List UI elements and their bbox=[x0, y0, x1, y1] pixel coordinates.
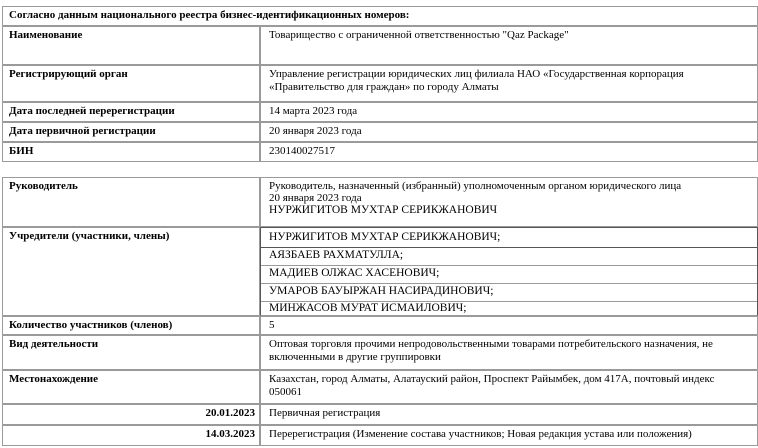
location-value-cell bbox=[260, 370, 758, 404]
last-rereg-value-cell bbox=[260, 102, 758, 122]
founders-label-cell bbox=[2, 227, 260, 316]
authority-label: Регистрирующий орган bbox=[9, 68, 128, 80]
first-reg-value: 20 января 2023 года bbox=[269, 125, 362, 137]
activity-label-cell bbox=[2, 335, 260, 370]
history-date: 14.03.2023 bbox=[205, 428, 255, 440]
activity-value-cell bbox=[260, 335, 758, 370]
location-label: Местонахождение bbox=[9, 373, 99, 385]
head-value-line1: Руководитель, назначенный (избранный) уполномоченным органом юридического лица bbox=[269, 180, 682, 192]
head-value-date: 20 января 2023 года bbox=[269, 192, 362, 204]
history-date: 20.01.2023 bbox=[205, 407, 255, 419]
bin-value-cell bbox=[260, 142, 758, 162]
history-event: Перерегистрация (Изменение состава участников; Новая редакция устава или положения) bbox=[269, 428, 692, 440]
authority-value-line1: Управление регистрации юридических лиц филиала НАО «Государственная корпорация bbox=[269, 68, 684, 80]
name-label-cell bbox=[2, 26, 260, 65]
name-value: Товарищество с ограниченной ответственностью "Qaz Package" bbox=[269, 29, 569, 41]
name-value-cell bbox=[260, 26, 758, 65]
founder-item: АЯЗБАЕВ РАХМАТУЛЛА; bbox=[269, 249, 404, 261]
history-event: Первичная регистрация bbox=[269, 407, 381, 419]
last-rereg-value: 14 марта 2023 года bbox=[269, 105, 358, 117]
head-value-cell bbox=[260, 177, 758, 227]
head-label-cell bbox=[2, 177, 260, 227]
activity-value-line1: Оптовая торговля прочими непродовольственными товарами потребительского назначения, не bbox=[269, 338, 713, 350]
location-value-line1: Казахстан, город Алматы, Алатауский район, Проспект Райымбек, дом 417А, почтовый индекс bbox=[269, 373, 715, 385]
count-value: 5 bbox=[269, 319, 275, 331]
authority-label-cell bbox=[2, 65, 260, 102]
registry-header bbox=[2, 6, 758, 26]
count-value-cell bbox=[260, 316, 758, 335]
location-label-cell bbox=[2, 370, 260, 404]
head-value-person: НУРЖИГИТОВ МУХТАР СЕРИКЖАНОВИЧ bbox=[269, 204, 498, 216]
head-label: Руководитель bbox=[9, 180, 78, 192]
name-label: Наименование bbox=[9, 29, 83, 41]
authority-value-line2: «Правительство для граждан» по городу Алматы bbox=[269, 81, 499, 93]
bin-value: 230140027517 bbox=[269, 145, 335, 157]
count-label-cell bbox=[2, 316, 260, 335]
founder-item: МАДИЕВ ОЛЖАС ХАСЕНОВИЧ; bbox=[269, 267, 440, 279]
registry-header-text: Согласно данным национального реестра бизнес-идентификационных номеров: bbox=[9, 9, 410, 21]
first-reg-value-cell bbox=[260, 122, 758, 142]
first-reg-label-cell bbox=[2, 122, 260, 142]
bin-label: БИН bbox=[9, 145, 34, 157]
history-event-cell bbox=[260, 425, 758, 446]
history-date-cell bbox=[2, 425, 260, 446]
last-rereg-label-cell bbox=[2, 102, 260, 122]
founder-item: НУРЖИГИТОВ МУХТАР СЕРИКЖАНОВИЧ; bbox=[269, 231, 501, 243]
first-reg-label: Дата первичной регистрации bbox=[9, 125, 156, 137]
activity-label: Вид деятельности bbox=[9, 338, 99, 350]
founder-item: УМАРОВ БАУЫРЖАН НАСИРАДИНОВИЧ; bbox=[269, 285, 494, 297]
bin-label-cell bbox=[2, 142, 260, 162]
history-event-cell bbox=[260, 404, 758, 425]
history-date-cell bbox=[2, 404, 260, 425]
founders-label: Учредители (участники, члены) bbox=[9, 230, 170, 242]
founder-item: МИНЖАСОВ МУРАТ ИСМАИЛОВИЧ; bbox=[269, 302, 467, 314]
last-rereg-label: Дата последней перерегистрации bbox=[9, 105, 175, 117]
activity-value-line2: включенными в другие группировки bbox=[269, 351, 441, 363]
count-label: Количество участников (членов) bbox=[9, 319, 173, 331]
location-value-line2: 050061 bbox=[269, 386, 302, 398]
founders-list bbox=[260, 227, 758, 316]
authority-value-cell bbox=[260, 65, 758, 102]
